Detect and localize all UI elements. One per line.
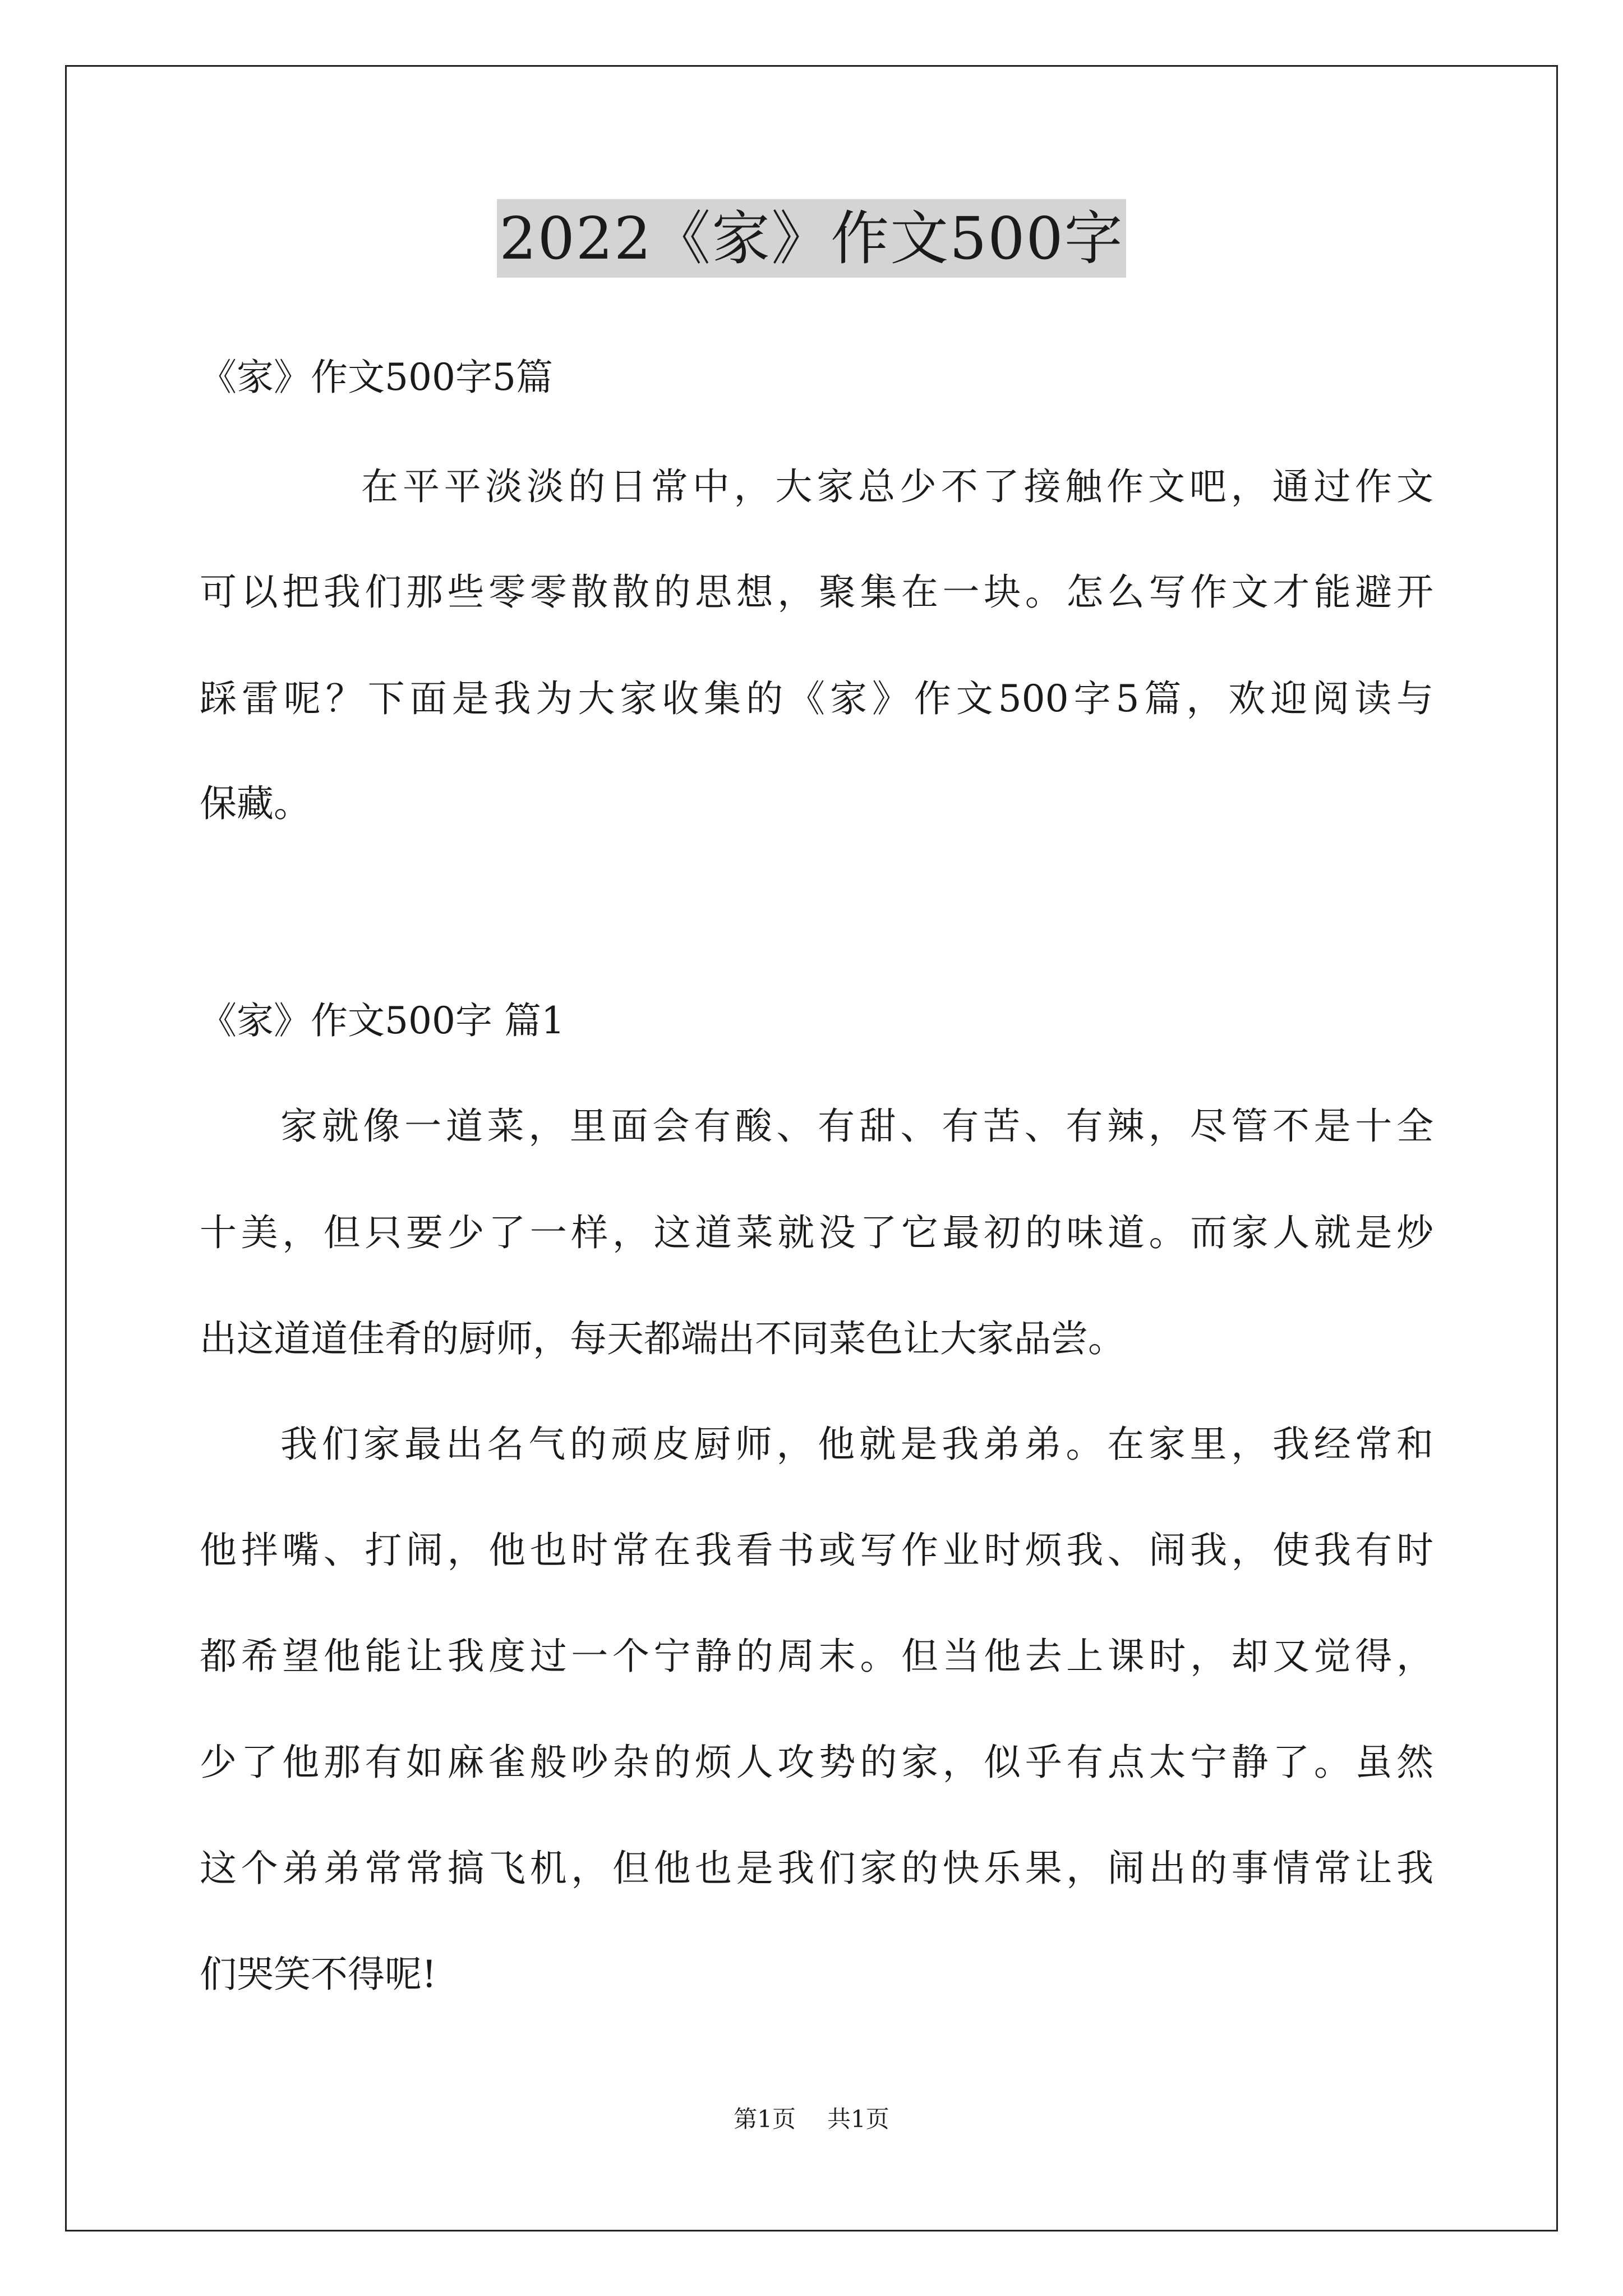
title-container bbox=[0, 199, 1623, 278]
paragraph-line: 我们家最出名气的顽皮厨师，他就是我弟弟。在家里，我经常和 bbox=[280, 1423, 1433, 1466]
paragraph-line: 这个弟弟常常搞飞机，但他也是我们家的快乐果，闹出的事情常让我 bbox=[200, 1847, 1433, 1890]
paragraph-line: 都希望他能让我度过一个宁静的周末。但当他去上课时，却又觉得， bbox=[200, 1635, 1433, 1678]
section-heading: 《家》作文500字 篇1 bbox=[200, 999, 565, 1042]
document-subtitle: 《家》作文500字5篇 bbox=[200, 356, 553, 399]
page-footer bbox=[0, 2104, 1623, 2135]
page-total: 共1页 bbox=[827, 2105, 889, 2133]
paragraph-line: 出这道道佳肴的厨师，每天都端出不同菜色让大家品尝。 bbox=[200, 1317, 1125, 1360]
intro-line: 可以把我们那些零零散散的思想，聚集在一块。怎么写作文才能避开 bbox=[200, 570, 1433, 614]
paragraph-line: 他拌嘴、打闹，他也时常在我看书或写作业时烦我、闹我，使我有时 bbox=[200, 1529, 1433, 1572]
paragraph-line: 十美，但只要少了一样，这道菜就没了它最初的味道。而家人就是炒 bbox=[200, 1211, 1433, 1254]
paragraph-line: 们哭笑不得呢! bbox=[200, 1953, 437, 1996]
intro-line: 在平平淡淡的日常中，大家总少不了接触作文吧，通过作文 bbox=[361, 465, 1433, 508]
document-title: 2022《家》作文500字 bbox=[497, 199, 1126, 278]
intro-line: 踩雷呢？下面是我为大家收集的《家》作文500字5篇，欢迎阅读与 bbox=[200, 677, 1433, 720]
page-number: 第1页 bbox=[734, 2105, 796, 2133]
intro-line: 保藏。 bbox=[200, 782, 311, 825]
paragraph-line: 家就像一道菜，里面会有酸、有甜、有苦、有辣，尽管不是十全 bbox=[280, 1105, 1433, 1148]
paragraph-line: 少了他那有如麻雀般吵杂的烦人攻势的家，似乎有点太宁静了。虽然 bbox=[200, 1741, 1433, 1784]
